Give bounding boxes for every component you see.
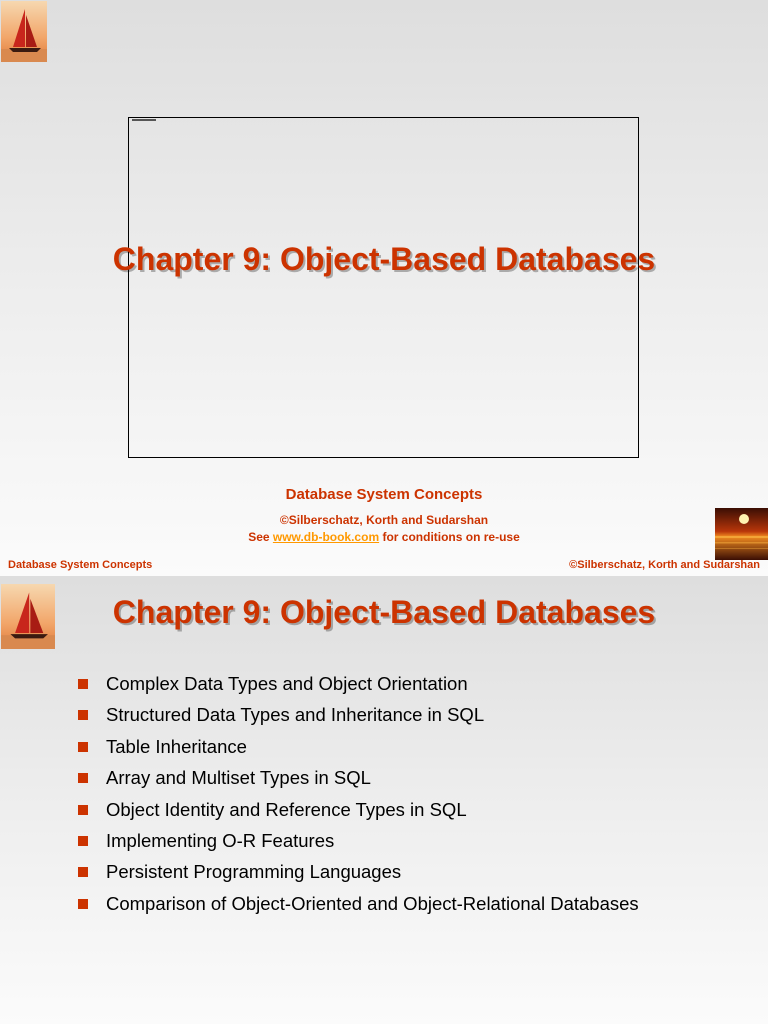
- sunset-icon: [715, 508, 768, 560]
- square-bullet-icon: [78, 773, 88, 783]
- square-bullet-icon: [78, 742, 88, 752]
- square-bullet-icon: [78, 710, 88, 720]
- list-item-text: Comparison of Object-Oriented and Object-Relational Databases: [106, 892, 639, 914]
- list-item-text: Array and Multiset Types in SQL: [106, 767, 371, 789]
- reuse-suffix: for conditions on re-use: [379, 530, 520, 544]
- list-item-text: Complex Data Types and Object Orientation: [106, 673, 468, 694]
- square-bullet-icon: [78, 836, 88, 846]
- square-bullet-icon: [78, 867, 88, 877]
- book-title: Database System Concepts: [285, 486, 483, 503]
- reuse-prefix: See: [248, 530, 273, 544]
- slide-title: Chapter 9: Object-Based Databases: [112, 594, 656, 630]
- list-item-text: Structured Data Types and Inheritance in SQL: [106, 704, 485, 726]
- slide-title: Chapter 9: Object-Based Databases: [112, 241, 656, 277]
- reuse-line: [0, 530, 768, 544]
- list-item-text: Table Inheritance: [106, 735, 247, 757]
- footer-book-title: Database System Concepts: [8, 559, 153, 571]
- square-bullet-icon: [78, 679, 88, 689]
- frame-mark: [132, 119, 156, 121]
- outline-slide: [0, 576, 768, 1024]
- footer-copyright: ©Silberschatz, Korth and Sudarshan: [569, 559, 760, 571]
- book-website-link[interactable]: www.db-book.com: [272, 530, 380, 544]
- copyright-line: ©Silberschatz, Korth and Sudarshan: [279, 513, 489, 527]
- list-item-text: Object Identity and Reference Types in SQL: [106, 798, 467, 820]
- square-bullet-icon: [78, 805, 88, 815]
- list-item-text: Implementing O-R Features: [106, 829, 335, 851]
- list-item-text: Persistent Programming Languages: [106, 861, 402, 883]
- title-frame: [128, 117, 639, 458]
- sailboat-icon: [1, 1, 47, 62]
- square-bullet-icon: [78, 899, 88, 909]
